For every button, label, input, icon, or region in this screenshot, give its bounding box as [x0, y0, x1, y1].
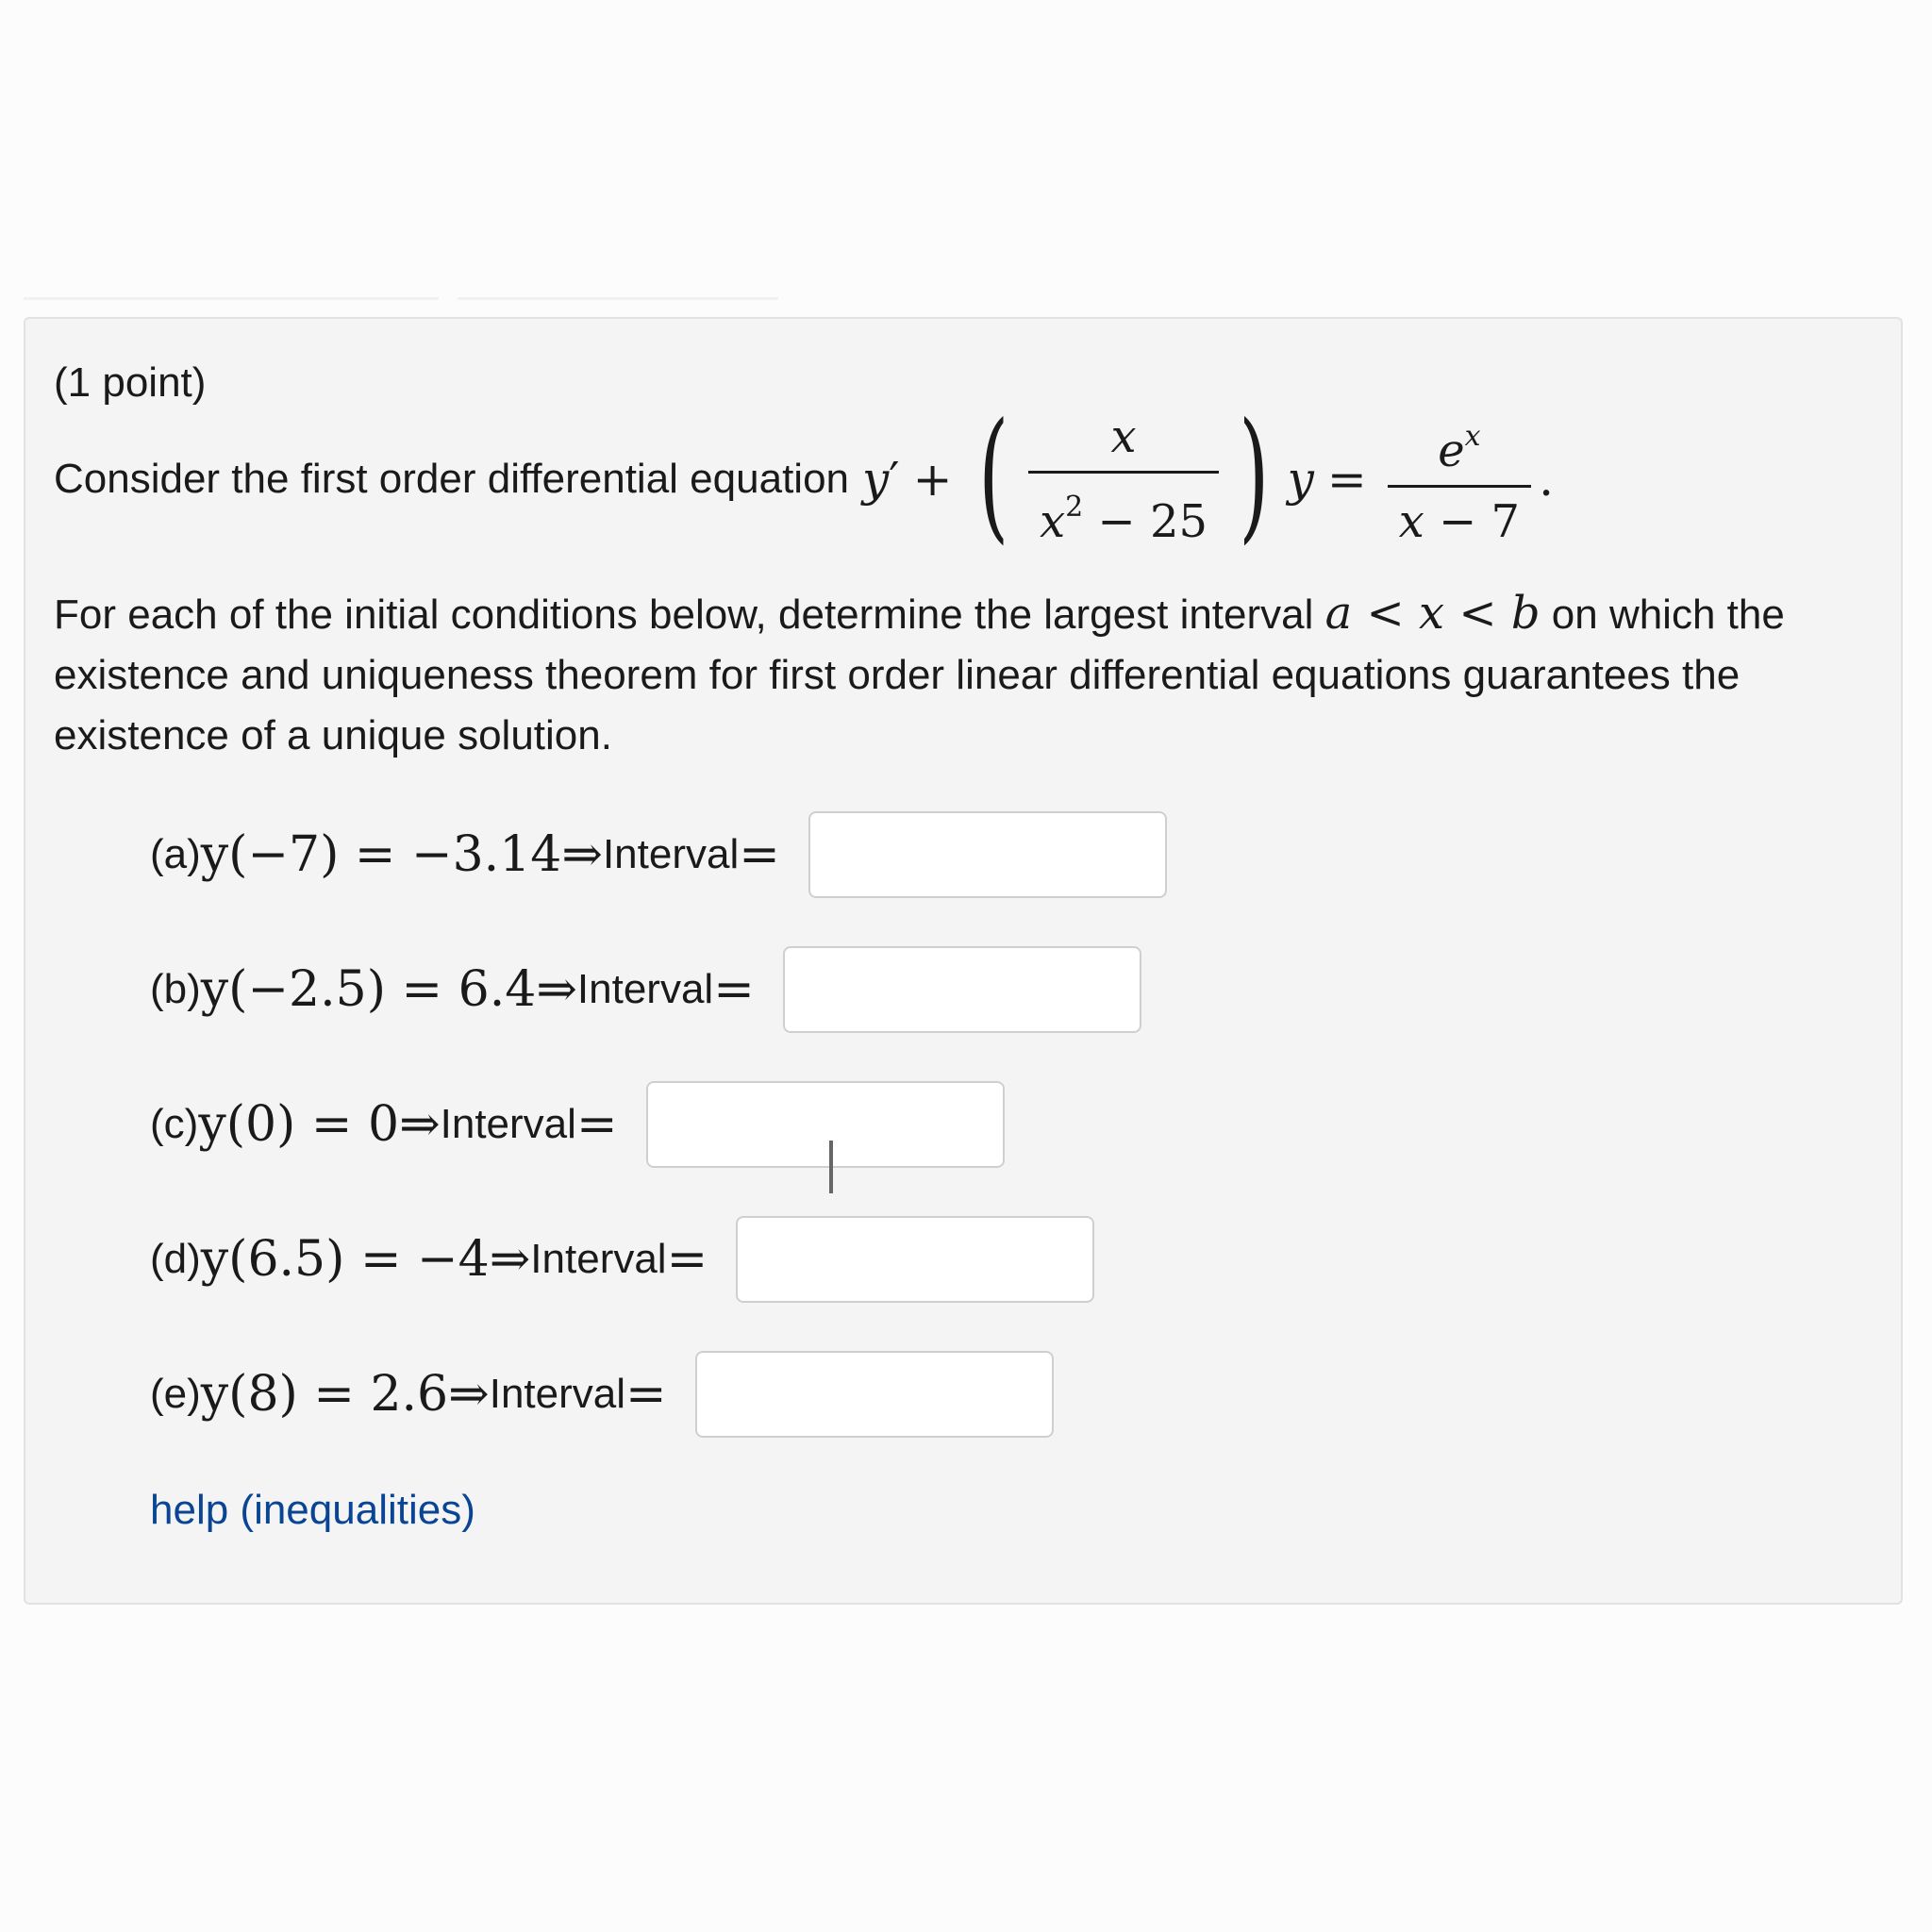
answer-input-e[interactable]: [695, 1351, 1054, 1438]
tab-underline-left: [24, 297, 439, 300]
interval-label: Interval: [489, 1371, 626, 1417]
condition-row-a: [150, 809, 1167, 900]
y-prime-symbol: y: [862, 452, 890, 507]
condition-row-e: [150, 1349, 1054, 1440]
interval-equals: =: [575, 1096, 618, 1153]
answer-input-a[interactable]: [808, 811, 1167, 898]
text-cursor-icon: [829, 1141, 833, 1193]
condition-row-d: [150, 1214, 1094, 1305]
condition-label: (e): [150, 1371, 201, 1417]
condition-label: (c): [150, 1101, 199, 1147]
rhs-fraction: [1388, 407, 1531, 552]
condition-label: (b): [150, 966, 201, 1012]
problem-panel: [24, 317, 1903, 1605]
implies-arrow: ⇒: [448, 1366, 490, 1423]
right-paren: ): [1239, 393, 1270, 558]
interval-label: Interval: [530, 1236, 667, 1282]
condition-row-b: [150, 944, 1141, 1035]
initial-condition: y(−7) = −3.14: [200, 826, 562, 883]
y-symbol: y: [1287, 452, 1314, 507]
coefficient-fraction: [1028, 407, 1219, 552]
interval-equals: =: [666, 1231, 708, 1288]
period: .: [1539, 452, 1554, 507]
help-inequalities-link[interactable]: help (inequalities): [150, 1487, 475, 1533]
implies-arrow: ⇒: [561, 826, 603, 883]
prime-mark: ′: [889, 452, 900, 507]
interval-equals: =: [625, 1366, 667, 1423]
implies-arrow: ⇒: [399, 1096, 441, 1153]
interval-equals: =: [739, 826, 780, 883]
interval-label: Interval: [602, 831, 740, 877]
condition-label: (a): [150, 831, 201, 877]
answer-input-d[interactable]: [736, 1216, 1094, 1303]
tab-underline-right: [458, 297, 778, 300]
coefficient-denominator: $x^2 - 25$: [1028, 471, 1219, 552]
left-paren: (: [977, 393, 1008, 558]
coefficient-numerator: x: [1110, 410, 1137, 463]
rhs-numerator: $e^x$: [1438, 420, 1481, 477]
implies-arrow: ⇒: [489, 1231, 531, 1288]
condition-row-c: [150, 1079, 1005, 1170]
equation-line: [54, 393, 1554, 558]
answer-input-c[interactable]: [646, 1081, 1005, 1168]
initial-condition: y(8) = 2.6: [200, 1366, 449, 1423]
equation-intro-text: Consider the first order differential equation: [54, 456, 850, 502]
point-value: (1 point): [54, 359, 207, 406]
interval-label: Interval: [576, 966, 714, 1012]
interval-label: Interval: [440, 1101, 576, 1147]
differential-equation: [862, 393, 1554, 558]
instructions-text: For each of the initial conditions below, determine the largest interval a < x < b on which the existence and uniqueness theorem for first order linear differential equations guarantees the existence of a unique solution.: [54, 587, 1785, 758]
implies-arrow: ⇒: [536, 961, 577, 1018]
condition-label: (d): [150, 1236, 201, 1282]
initial-condition: y(0) = 0: [198, 1096, 400, 1153]
rhs-denominator: x − 7: [1388, 485, 1531, 552]
interval-equals: =: [713, 961, 755, 1018]
initial-condition: y(6.5) = −4: [200, 1231, 490, 1288]
initial-condition: y(−2.5) = 6.4: [200, 961, 537, 1018]
answer-input-b[interactable]: [783, 946, 1141, 1033]
equals-sign: =: [1326, 452, 1367, 507]
plus-sign: +: [912, 452, 953, 507]
